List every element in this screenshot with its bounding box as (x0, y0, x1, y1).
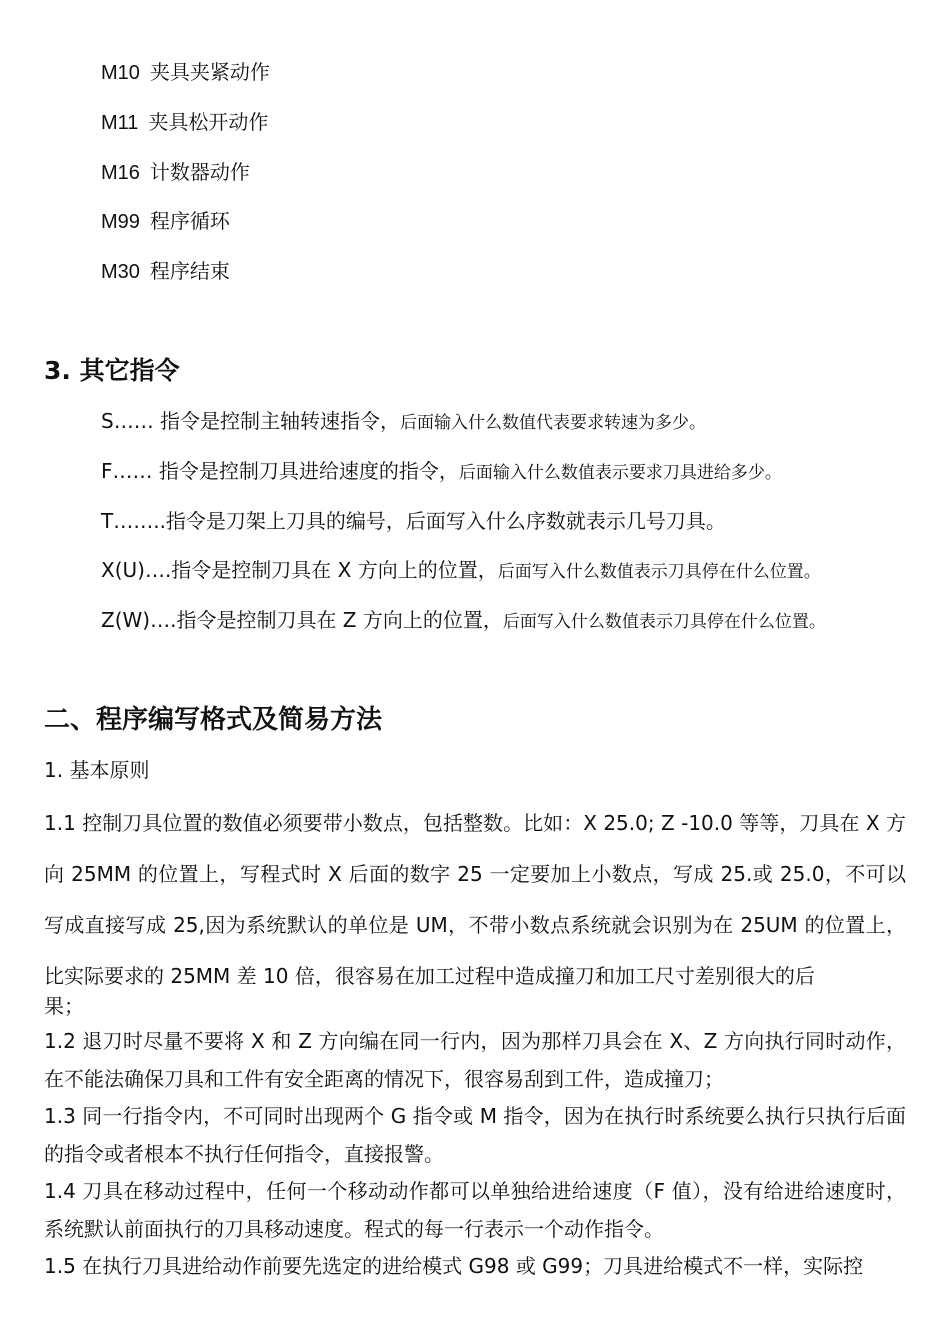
m-code-line (101, 156, 250, 185)
m-code-desc: 计数器动作 (149, 160, 250, 184)
paragraph-1-1: 1.1 控制刀具位置的数值必须要带小数点，包括整数。比如：X 25.0; Z -10.0 等等，刀具在 X 方向 25MM 的位置上，写程式时 X 后面的数字 25 一定要加上小数点，写成 25.或 25.0，不可以写成直接写成 25,因为系统默认的单位是 UM，不带小数点系统就会识别为在 25UM 的位置上，比实际要求的 25MM 差 10 倍，很容易在加工过程中造成撞刀和加工尺寸差别很大的后 (44, 811, 906, 988)
instruction-line (101, 554, 821, 583)
subsection-heading: 1. 基本原则 (44, 758, 150, 782)
instruction-tail: 后面输入什么数值表示要求刀具进给多少。 (458, 463, 782, 483)
section-two-heading: 二、程序编写格式及简易方法 (44, 705, 383, 735)
m-code: M30 (101, 261, 140, 283)
instruction-main: Z(W)….指令是控制刀具在 Z 方向上的位置， (101, 608, 503, 632)
instruction-main: S…… 指令是控制主轴转速指令， (101, 409, 401, 433)
m-code: M10 (101, 62, 140, 84)
m-code-desc: 程序循环 (149, 209, 230, 233)
instruction-tail: 后面写入什么数值表示刀具停在什么位置。 (502, 612, 826, 632)
m-code: M99 (101, 211, 140, 233)
paragraph-1-5: 1.5 在执行刀具进给动作前要先选定的进给模式 G98 或 G99；刀具进给模式不一样，实际控 (44, 1254, 864, 1278)
instruction-main: X(U)….指令是控制刀具在 X 方向上的位置， (101, 558, 498, 582)
m-code-desc: 夹具夹紧动作 (149, 60, 270, 84)
m-code-desc: 程序结束 (149, 259, 230, 283)
m-code-line (101, 106, 268, 135)
m-code: M11 (101, 112, 139, 134)
instruction-tail: 后面输入什么数值代表要求转速为多少。 (400, 413, 707, 433)
instruction-main: F…… 指令是控制刀具进给速度的指令， (101, 459, 459, 483)
m-code-line (101, 205, 230, 234)
paragraph-1-1-end: 果； (44, 994, 84, 1018)
instruction-tail: 后面写入什么数值表示刀具停在什么位置。 (497, 562, 821, 582)
m-code-line (101, 56, 270, 85)
instruction-line (101, 455, 782, 484)
m-code: M16 (101, 162, 140, 184)
m-code-line (101, 255, 230, 284)
paragraph-1-2: 1.2 退刀时尽量不要将 X 和 Z 方向编在同一行内，因为那样刀具会在 X、Z 方向执行同时动作，在不能法确保刀具和工件有安全距离的情况下，很容易刮到工件，造成撞刀； (44, 1029, 906, 1091)
instruction-main: T……..指令是刀架上刀具的编号，后面写入什么序数就表示几号刀具。 (101, 509, 726, 533)
instruction-line (101, 405, 706, 434)
instruction-line (101, 505, 726, 534)
paragraph-1-3: 1.3 同一行指令内，不可同时出现两个 G 指令或 M 指令，因为在执行时系统要么执行只执行后面的指令或者根本不执行任何指令，直接报警。 (44, 1104, 906, 1166)
instruction-line (101, 604, 826, 633)
m-code-desc: 夹具松开动作 (148, 110, 269, 134)
paragraph-1-4: 1.4 刀具在移动过程中，任何一个移动动作都可以单独给进给速度（F 值），没有给进给速度时，系统默认前面执行的刀具移动速度。程式的每一行表示一个动作指令。 (44, 1179, 906, 1241)
section-3-heading: 3. 其它指令 (44, 356, 180, 385)
